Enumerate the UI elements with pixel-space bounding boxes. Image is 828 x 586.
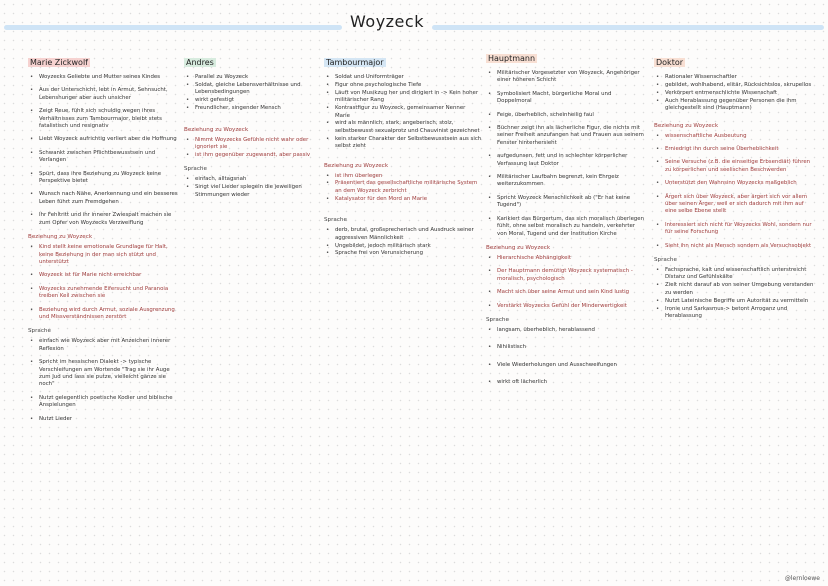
list-item: • Schwankt zwischen Pflichtbewusstsein und Verlangen — [28, 150, 180, 165]
list-item: • Viele Wiederholungen und Ausschweifungen — [486, 362, 646, 369]
list-item: • Kontrastfigur zu Woyzeck, gemeinsamer Nenner Marie — [324, 105, 482, 120]
list-item: • Karikiert das Bürgertum, das sich moralisch überlegen fühlt, ohne selbst moralisch zu handeln, verkehrter von Moral, Tugend und der Institution Kirche — [486, 216, 646, 238]
language-list — [28, 338, 180, 423]
list-item: • Soldat, gleiche Lebensverhältnisse und Lebensbedingungen — [184, 82, 324, 97]
list-item: • Feige, überheblich, scheinheilig faul — [486, 112, 646, 119]
language-heading: Sprache — [28, 328, 51, 335]
list-item: • Spürt, dass ihre Beziehung zu Woyzeck keine Perspektive bietet — [28, 171, 180, 186]
title-bar-left — [4, 25, 342, 30]
bullet-list — [28, 74, 180, 227]
list-item: • wissenschaftliche Ausbeutung — [654, 133, 816, 140]
list-item: • wirkt oft lächerlich — [486, 379, 646, 386]
column-heading: Doktor — [656, 58, 684, 67]
bullet-list — [324, 74, 482, 151]
list-item: • Liebt Woyzeck aufrichtig verliert aber die Hoffnung — [28, 136, 180, 143]
list-item: • Wunsch nach Nähe, Anerkennung und ein besseres Leben führt zum Fremdgehen — [28, 191, 180, 206]
list-item: • Kind stellt keine emotionale Grundlage für Halt, keine Beziehung in der man sich stützt und unterstützt — [28, 244, 180, 266]
list-item: • Hierarchische Abhängigkeit — [486, 255, 646, 262]
list-item: • Erniedrigt ihn durch seine Überheblichkeit — [654, 146, 816, 153]
list-item: • Beziehung wird durch Armut, soziale Ausgrenzung und Missverständnissen zerstört — [28, 307, 180, 322]
list-item: • Nutzt Lateinische Begriffe um Autorität zu vermitteln — [654, 298, 816, 305]
bullet-list — [184, 74, 324, 113]
relation-list — [28, 244, 180, 321]
column-doktor — [654, 50, 816, 321]
relation-heading: Beziehung zu Woyzeck — [184, 126, 249, 133]
list-item: • Auch Herablassung gegenüber Personen die ihm gleichgestellt sind (Hauptmann) — [654, 98, 816, 113]
relation-list — [654, 133, 816, 250]
list-item: • einfach wie Woyzeck aber mit Anzeichen innerer Reflexion — [28, 338, 180, 353]
column-marie — [28, 50, 180, 429]
list-item: • Parallel zu Woyzeck — [184, 74, 324, 81]
column-andres — [184, 50, 324, 199]
list-item: • Präsentiert das gesellschaftliche militärische System an dem Woyzeck zerbricht — [324, 180, 482, 195]
list-item: • einfach, alltagsnah — [184, 176, 324, 183]
list-item: • Rationaler Wissenschaftler — [654, 74, 816, 81]
list-item: • Figur ohne psychologische Tiefe — [324, 82, 482, 89]
list-item: • wird als männlich, stark, angeberisch, stolz, selbstbewusst sexualprotz und Chauvinist gezeichnet — [324, 120, 482, 135]
list-item: • Fachsprache, kalt und wissenschaftlich unterstreicht Distanz und Gefühlskälte — [654, 267, 816, 282]
list-item: • kein starker Charakter der Selbstbewusstsein aus sich selbst zieht — [324, 136, 482, 151]
list-item: • Ungebildet, jedoch militärisch stark — [324, 243, 482, 250]
relation-list — [184, 137, 324, 160]
list-item: • Katalysator für den Mord an Marie — [324, 196, 482, 203]
list-item: • Ärgert sich über Woyzeck, aber ärgert sich vor allem über seinen Ärger, weil er sich dadurch mit ihm auf eine selbe Ebene stellt — [654, 194, 816, 216]
list-item: • Büchner zeigt ihn als lächerliche Figur, die nichts mit seiner Freiheit anzufangen hat und Frauen aus seinem Fenster hinterhersieht — [486, 125, 646, 147]
list-item: • Sieht ihn nicht als Mensch sondern als Versuchsobjekt — [654, 243, 816, 250]
list-item: • Ihr Fehltritt und ihr innerer Zwiespalt machen sie zum Opfer von Woyzecks Verzweiflung — [28, 212, 180, 227]
list-item: • aufgedunsen, fett und in schlechter körperlicher Verfassung laut Doktor — [486, 153, 646, 168]
column-heading: Tambourmajor — [326, 58, 384, 67]
list-item: • Sprache frei von Verunsicherung — [324, 250, 482, 257]
list-item: • Ironie und Sarkasmus-> betont Arroganz und Herablassung — [654, 306, 816, 321]
list-item: • Spricht im hessischen Dialekt -> typische Verschleifungen am Wortende "Trag sie ihr Auge zum Jud und lass sie putze, vielleicht gänze sie noch" — [28, 359, 180, 389]
relation-heading: Beziehung zu Woyzeck — [324, 162, 389, 169]
language-heading: Sprache — [324, 217, 347, 224]
language-list — [654, 267, 816, 320]
list-item: • ist ihm gegenüber zugewandt, aber passiv — [184, 152, 324, 159]
list-item: • Nutzt Lieder — [28, 416, 180, 423]
column-tambourmajor — [324, 50, 482, 258]
list-item: • Zeigt Reue, fühlt sich schuldig wegen ihres Verhältnisses zum Tambourmajor, bleibt stets fatalistisch und resignativ — [28, 108, 180, 130]
list-item: • wirkt gefestigt — [184, 97, 324, 104]
list-item: • Macht sich über seine Armut und sein Kind lustig — [486, 289, 646, 296]
relation-list — [486, 255, 646, 310]
list-item: • derb, brutal, großsprecherisch und Ausdruck seiner aggressiven Männlichkeit — [324, 227, 482, 242]
language-list — [486, 327, 646, 387]
language-list — [324, 227, 482, 258]
list-item: • Woyzecks zunehmende Eifersucht und Paranoia treiben Keil zwischen sie — [28, 286, 180, 301]
list-item: • Der Hauptmann demütigt Woyzeck systematisch - moralisch, psychologisch — [486, 268, 646, 283]
list-item: • langsam, überheblich, herablassend — [486, 327, 646, 334]
list-item: • Seine Versuche (z.B. die einseitige Erbsendiät) führen zu körperlichen und seelischen Beschwerden — [654, 159, 816, 174]
list-item: • Interessiert sich nicht für Woyzecks Wohl, sondern nur für seine Forschung — [654, 222, 816, 237]
relation-heading: Beziehung zu Woyzeck — [486, 244, 551, 251]
list-item: • Nutzt gelegentlich poetische Kodier und biblische Anspielungen — [28, 395, 180, 410]
list-item: • Unterstützt den Wahnsinn Woyzecks maßgeblich — [654, 180, 816, 187]
language-heading: Sprache — [184, 166, 207, 173]
list-item: • Spricht Woyzeck Menschlichkeit ab ("Er hat keine Tugend") — [486, 195, 646, 210]
column-heading: Andres — [186, 58, 214, 67]
list-item: • Freundlicher, singender Mensch — [184, 105, 324, 112]
list-item: • Militärischer Laufbahn begrenzt, kein Ehrgeiz weiterzukommen — [486, 174, 646, 189]
title-bar-right — [432, 25, 824, 30]
column-heading: Hauptmann — [488, 54, 536, 63]
list-item: • Symbolisiert Macht, bürgerliche Moral und Doppelmoral — [486, 91, 646, 106]
list-item: • ist ihm überlegen — [324, 173, 482, 180]
list-item: • Singt viel Lieder spiegeln die jeweiligen Stimmungen wieder — [184, 184, 324, 199]
relation-heading: Beziehung zu Woyzeck — [28, 234, 93, 241]
language-heading: Sprache — [654, 257, 677, 263]
list-item: • Verstärkt Woyzecks Gefühl der Minderwertigkeit — [486, 303, 646, 310]
list-item: • Zielt nicht darauf ab von seiner Umgebung verstanden zu werden — [654, 282, 816, 297]
bullet-list — [654, 74, 816, 113]
column-heading: Marie Zickwolf — [30, 58, 88, 67]
column-hauptmann — [486, 46, 646, 393]
list-item: • Läuft von Musikzug her und dirigiert in -> Kein hoher militärischer Rang — [324, 90, 482, 105]
language-list — [184, 176, 324, 199]
list-item: • Woyzeck ist für Marie nicht erreichbar — [28, 272, 180, 279]
list-item: • Militärischer Vorgesetzter von Woyzeck, Angehöriger einer höheren Schicht — [486, 70, 646, 85]
bullet-list — [486, 70, 646, 238]
relation-list — [324, 173, 482, 204]
relation-heading: Beziehung zu Woyzeck — [654, 122, 719, 129]
list-item: • Verkörpert entmenschlichte Wissenschaft — [654, 90, 816, 97]
page-title: Woyzeck — [350, 12, 424, 31]
list-item: • gebildet, wohlhabend, elitär, Rücksichtslos, skrupellos — [654, 82, 816, 89]
list-item: • Nimmt Woyzecks Gefühle nicht wahr oder ignoriert sie — [184, 137, 324, 152]
list-item: • Nihilistisch — [486, 344, 646, 351]
title-banner — [0, 12, 828, 38]
language-heading: Sprache — [486, 316, 509, 323]
list-item: • Soldat und Uniformträger — [324, 74, 482, 81]
list-item: • Woyzecks Geliebte und Mutter seines Kindes — [28, 74, 180, 81]
author-signature: @lernloewe — [784, 575, 820, 582]
list-item: • Aus der Unterschicht, lebt in Armut, Sehnsucht, Lebenshunger aber auch unsicher — [28, 87, 180, 102]
